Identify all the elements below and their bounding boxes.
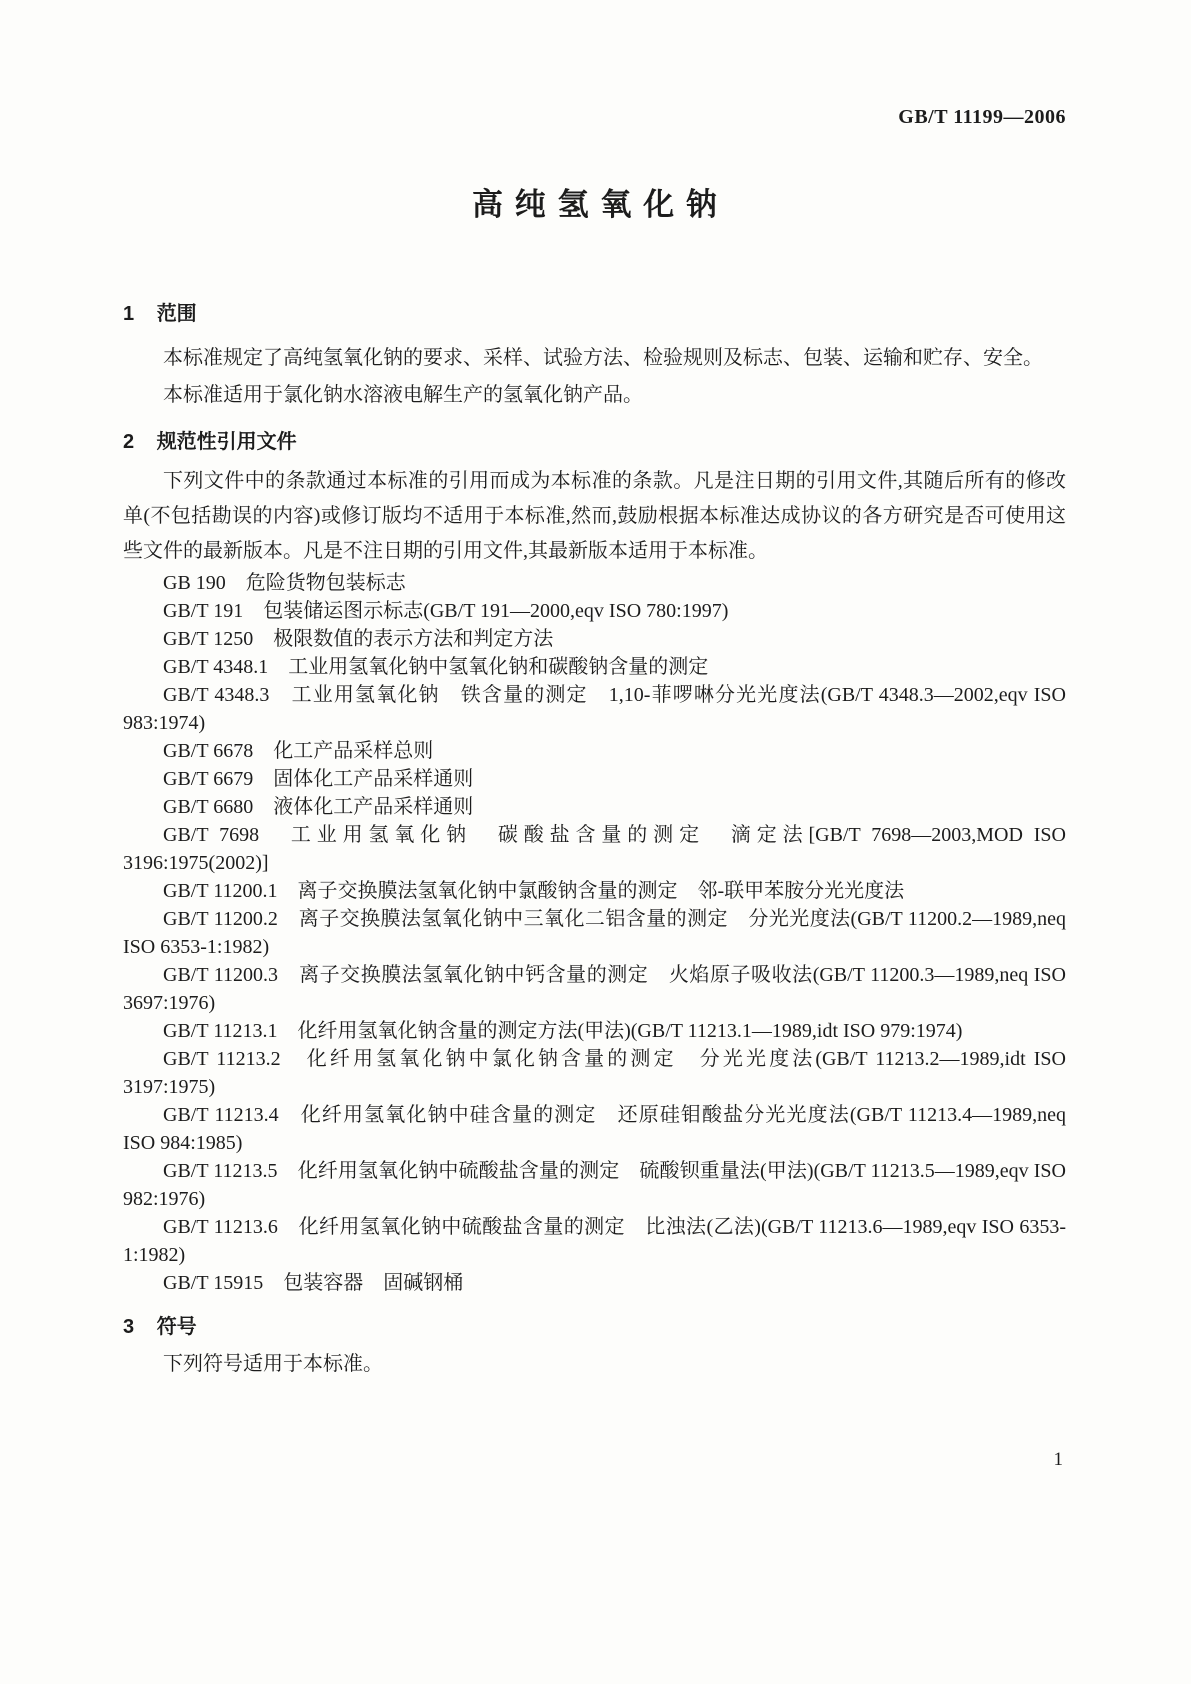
section-title: 范围 bbox=[156, 303, 197, 325]
paragraph: 本标准适用于氯化钠水溶液电解生产的氢氧化钠产品。 bbox=[163, 384, 643, 406]
reference-list bbox=[123, 569, 1066, 1297]
reference-item: GB/T 11213.2 化纤用氢氧化钠中氯化钠含量的测定 分光光度法(GB/T 11213.2—1989,idt ISO 3197:1975) bbox=[123, 1048, 1066, 1098]
reference-item: GB/T 4348.3 工业用氢氧化钠 铁含量的测定 1,10-菲啰啉分光光度法(GB/T 4348.3—2002,eqv ISO 983:1974) bbox=[123, 684, 1066, 734]
paragraph: 下列符号适用于本标准。 bbox=[163, 1353, 383, 1375]
reference-item: GB/T 11200.3 离子交换膜法氢氧化钠中钙含量的测定 火焰原子吸收法(GB/T 11200.3—1989,neq ISO 3697:1976) bbox=[123, 964, 1066, 1014]
section-title: 规范性引用文件 bbox=[156, 431, 297, 453]
reference-item: GB/T 7698 工业用氢氧化钠 碳酸盐含量的测定 滴定法[GB/T 7698—2003,MOD ISO 3196:1975(2002)] bbox=[123, 824, 1066, 874]
section-number: 2 bbox=[123, 431, 135, 453]
reference-item: GB/T 191 包装储运图示标志(GB/T 191—2000,eqv ISO 780:1997) bbox=[163, 600, 729, 622]
page-content bbox=[123, 0, 1066, 1379]
scope-paragraphs bbox=[123, 340, 1066, 414]
reference-item: GB/T 11213.1 化纤用氢氧化钠含量的测定方法(甲法)(GB/T 11213.1—1989,idt ISO 979:1974) bbox=[163, 1020, 963, 1042]
section-heading-normative-references bbox=[123, 428, 1066, 456]
section-number: 1 bbox=[123, 303, 135, 325]
reference-item: GB/T 6680 液体化工产品采样通则 bbox=[163, 796, 474, 818]
reference-item: GB/T 6679 固体化工产品采样通则 bbox=[163, 768, 474, 790]
reference-item: GB/T 4348.1 工业用氢氧化钠中氢氧化钠和碳酸钠含量的测定 bbox=[163, 656, 709, 678]
reference-item: GB/T 1250 极限数值的表示方法和判定方法 bbox=[163, 628, 554, 650]
standard-number: GB/T 11199—2006 bbox=[898, 106, 1066, 128]
reference-item: GB 190 危险货物包装标志 bbox=[163, 572, 406, 594]
paragraph: 本标准规定了高纯氢氧化钠的要求、采样、试验方法、检验规则及标志、包装、运输和贮存、安全。 bbox=[163, 347, 1043, 369]
section-heading-scope bbox=[123, 300, 1066, 328]
reference-item: GB/T 11213.4 化纤用氢氧化钠中硅含量的测定 还原硅钼酸盐分光光度法(GB/T 11213.4—1989,neq ISO 984:1985) bbox=[123, 1104, 1066, 1154]
normative-references-intro: 下列文件中的条款通过本标准的引用而成为本标准的条款。凡是注日期的引用文件,其随后所有的修改单(不包括勘误的内容)或修订版均不适用于本标准,然而,鼓励根据本标准达成协议的各方研究是否可使用这些文件的最新版本。凡是不注日期的引用文件,其最新版本适用于本标准。 bbox=[123, 470, 1066, 562]
document-title: 高纯氢氧化钠 bbox=[472, 187, 729, 222]
section-heading-symbols bbox=[123, 1313, 1066, 1341]
reference-item: GB/T 11213.6 化纤用氢氧化钠中硫酸盐含量的测定 比浊法(乙法)(GB/T 11213.6—1989,eqv ISO 6353-1:1982) bbox=[123, 1216, 1066, 1266]
reference-item: GB/T 11213.5 化纤用氢氧化钠中硫酸盐含量的测定 硫酸钡重量法(甲法)(GB/T 11213.5—1989,eqv ISO 982:1976) bbox=[123, 1160, 1066, 1210]
reference-item: GB/T 11200.2 离子交换膜法氢氧化钠中三氧化二铝含量的测定 分光光度法(GB/T 11200.2—1989,neq ISO 6353-1:1982) bbox=[123, 908, 1066, 958]
reference-item: GB/T 11200.1 离子交换膜法氢氧化钠中氯酸钠含量的测定 邻-联甲苯胺分光光度法 bbox=[163, 880, 905, 902]
section-number: 3 bbox=[123, 1316, 135, 1338]
reference-item: GB/T 15915 包装容器 固碱钢桶 bbox=[163, 1272, 464, 1294]
reference-item: GB/T 6678 化工产品采样总则 bbox=[163, 740, 434, 762]
section-title: 符号 bbox=[156, 1316, 197, 1338]
page-number: 1 bbox=[1053, 1449, 1063, 1470]
